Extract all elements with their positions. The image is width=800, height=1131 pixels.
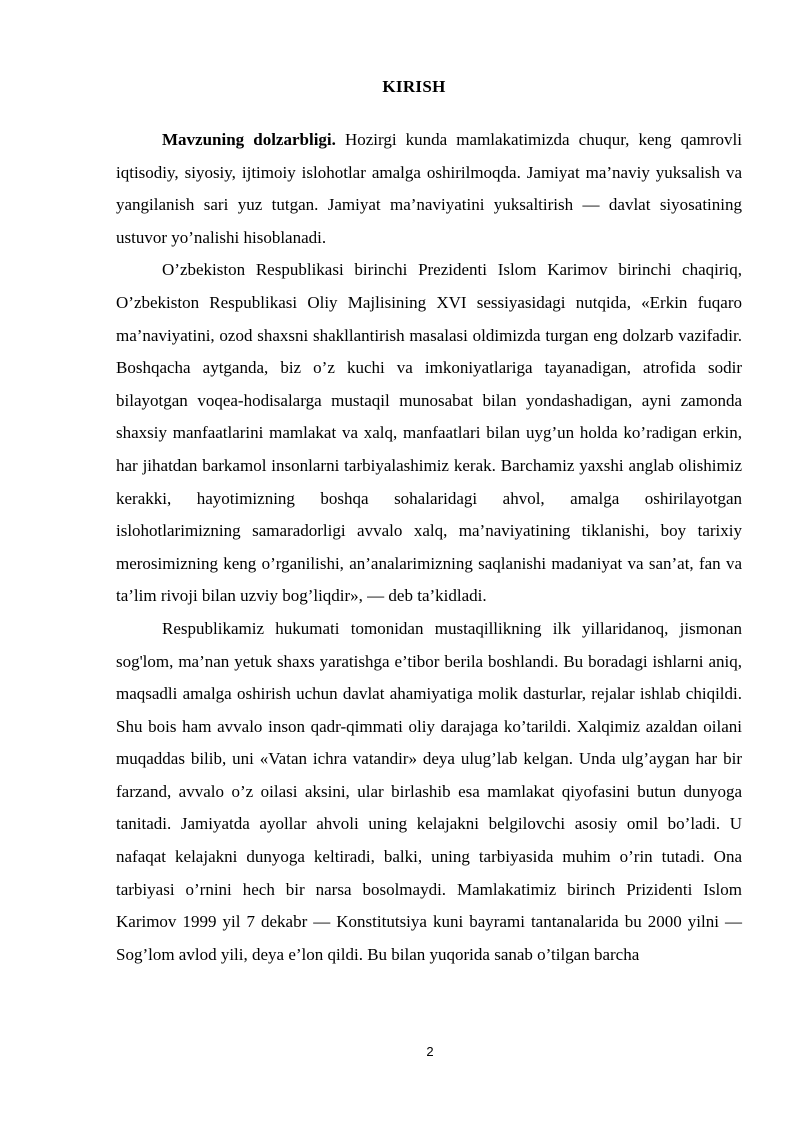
body-text bbox=[116, 124, 742, 971]
section-title: KIRISH bbox=[382, 77, 446, 96]
page-number: 2 bbox=[426, 1044, 434, 1059]
paragraph-president-quote: O’zbekiston Respublikasi birinchi Prezidenti Islom Karimov birinchi chaqiriq, O’zbekiston Respublikasi Oliy Majlisining XVI sessiyasidagi nutqida, «Erkin fuqaro ma’naviyatini, ozod shaxsni shakllantirish masalasi oldimizda turgan eng dolzarb vazifadir. Boshqacha aytganda, biz o’z kuchi va imkoniyatlariga tayanadigan, atrofida sodir bilayotgan voqea-hodisalarga mustaqil munosabat bilan yondashadigan, ayni zamonda shaxsiy manfaatlarini mamlakat va xalq, manfaatlari bilan uyg’un holda ko’radigan erkin, har jihatdan barkamol insonlarni tarbiyalashimiz kerak. Barchamiz yaxshi anglab olishimiz kerakki, hayotimizning boshqa sohalaridagi ahvol, amalga oshirilayotgan islohotlarimizning samaradorligi avvalo xalq, ma’naviyatining tiklanishi, boy tarixiy merosimizning keng o’rganilishi, an’analarimizning saqlanishi madaniyat va san’at, fan va ta’lim rivoji bilan uzviy bog’liqdir», — deb ta’kidladi. bbox=[116, 260, 742, 606]
paragraph-lead-heading: Mavzuning dolzarbligi. bbox=[162, 130, 336, 149]
paragraph-text: Hozirgi kunda mamlakatimizda chuqur, keng qamrovli iqtisodiy, siyosiy, ijtimoiy islohotlar amalga oshirilmoqda. Jamiyat ma’naviy yuksalish va yangilanish sari yuz tutgan. Jamiyat ma’naviyatini yuksaltirish — davlat siyosatining ustuvor yo’nalishi hisoblanadi. bbox=[116, 130, 743, 247]
paragraph-relevance bbox=[116, 124, 742, 254]
paragraph-government: Respublikamiz hukumati tomonidan mustaqillikning ilk yillaridanoq, jismonan sog'lom, ma’nan yetuk shaxs yaratishga e’tibor berila boshlandi. Bu boradagi ishlarni aniq, maqsadli amalga oshirish uchun davlat ahamiyatiga molik dasturlar, rejalar ishlab chiqildi. Shu bois ham avvalo inson qadr-qimmati oliy darajaga ko’tarildi. Xalqimiz azaldan oilani muqaddas bilib, uni «Vatan ichra vatandir» deya ulug’lab kelgan. Unda ulg’aygan har bir farzand, avvalo o’z oilasi aksini, ular birlashib esa mamlakat qiyofasini butun dunyoga tanitadi. Jamiyatda ayollar ahvoli uning kelajakni belgilovchi asosiy omil bo’ladi. U nafaqat kelajakni dunyoga keltiradi, balki, uning tarbiyasida muhim o’rin tutadi. Ona tarbiyasi o’rnini hech bir narsa bosolmaydi. Mamlakatimiz birinch Prizidenti Islom Karimov 1999 yil 7 dekabr — Konstitutsiya kuni bayrami tantanalarida bu 2000 yilni — Sog’lom avlod yili, deya e’lon qildi. Bu bilan yuqorida sanab o’tilgan barcha bbox=[116, 618, 742, 964]
